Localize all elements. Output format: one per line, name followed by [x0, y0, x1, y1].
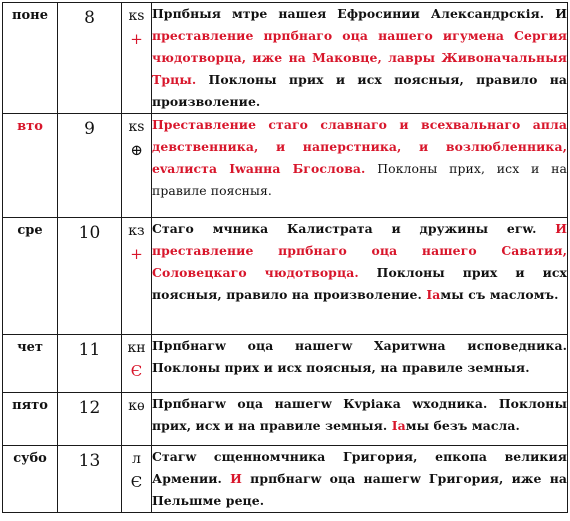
weekday-cell [3, 218, 58, 335]
entry-text-cell [152, 114, 568, 218]
slavonic-date-cell [122, 446, 152, 513]
calendar-row [3, 393, 568, 446]
slavonic-date-cell [122, 218, 152, 335]
entry-segment: Поклоны прих, исх и на правиле поясныя. [152, 161, 568, 198]
entry-text-cell [152, 335, 568, 393]
calendar-table [2, 2, 568, 513]
entry-segment: И [555, 6, 567, 21]
entry-segment: Ia [391, 418, 406, 433]
weekday-label: субо [13, 451, 47, 466]
weekday-label: вто [17, 119, 43, 134]
feast-mark-icon: Є [130, 362, 143, 380]
date-number: 13 [78, 451, 101, 471]
entry-segment: И преставление прпбнаго оца нашего Саватия, Соловецкаго чюдотворца. [152, 221, 567, 280]
date-number-cell [58, 393, 122, 446]
calendar-row [3, 335, 568, 393]
calendar-body [3, 3, 568, 513]
date-number: 9 [84, 119, 95, 139]
date-number-cell [58, 114, 122, 218]
entry-segment: Ia [426, 287, 441, 302]
entry-text [152, 114, 567, 202]
weekday-cell [3, 3, 58, 114]
entry-segment: Преставление стаго славнаго и всехвальнаго апла девственника, и наперстника, и возлюбленника, еvалиста Iwанна Бгослова. [152, 117, 567, 176]
calendar-row [3, 3, 568, 114]
entry-segment: Прпбныя мтре нашея Ефросинии Александрскія. [152, 6, 556, 21]
entry-segment: Поклоны прих и исх поясныя, на правиле земныя. [152, 360, 530, 375]
date-number: 8 [84, 8, 95, 28]
entry-text [152, 3, 567, 113]
entry-segment: преставление прпбнаго оца нашего игумена Сергия чюдотворца, иже на Маковце, лавры Живоначальныя Трцы. [152, 28, 567, 87]
weekday-cell [3, 393, 58, 446]
entry-text-cell [152, 218, 568, 335]
feast-mark-icon: + [130, 30, 143, 48]
date-number-cell [58, 335, 122, 393]
slavonic-numeral: кн [127, 340, 146, 356]
weekday-cell [3, 114, 58, 218]
weekday-label: пято [12, 398, 48, 413]
weekday-label: чет [17, 340, 43, 355]
entry-text-cell [152, 393, 568, 446]
entry-segment: прпбнагw оца нашегw Григория, иже на Пельшме реце. [152, 471, 567, 508]
entry-segment: Поклоны прих и исх поясныя, правило на произволение. [152, 265, 567, 302]
entry-segment: Стагw сщенномчника Григория, епкопа великия Армении. [152, 449, 567, 486]
entry-segment: И [230, 471, 242, 486]
entry-segment: Прпбнагw оца нашегw Харитwна исповедника. [152, 338, 567, 353]
slavonic-numeral: кз [128, 223, 145, 239]
date-number-cell [58, 446, 122, 513]
weekday-label: поне [12, 8, 48, 23]
date-number: 11 [78, 340, 101, 360]
calendar-row [3, 114, 568, 218]
date-number: 12 [78, 398, 101, 418]
feast-mark-icon: + [130, 245, 143, 263]
entry-segment: мы безъ масла. [405, 418, 520, 433]
slavonic-date-cell [122, 335, 152, 393]
entry-text-cell [152, 3, 568, 114]
slavonic-date-cell [122, 114, 152, 218]
slavonic-numeral: л [132, 451, 141, 467]
entry-text [152, 446, 567, 512]
weekday-cell [3, 446, 58, 513]
entry-text-cell [152, 446, 568, 513]
date-number-cell [58, 218, 122, 335]
entry-segment: Поклоны прих и исх поясныя, правило на произволение. [152, 72, 567, 109]
date-number-cell [58, 3, 122, 114]
slavonic-numeral: кѳ [128, 398, 145, 414]
feast-mark-icon: ⊕ [130, 141, 143, 159]
slavonic-numeral: кѕ [128, 119, 145, 135]
entry-segment: Прпбнагw оца нашегw Кvріака wходника. Поклоны прих, исх и на правиле земныя. [152, 396, 567, 433]
entry-segment: мы съ масломъ. [440, 287, 559, 302]
entry-text [152, 393, 567, 437]
calendar-row [3, 446, 568, 513]
feast-mark-icon: Є [130, 473, 143, 491]
entry-text [152, 335, 567, 379]
weekday-cell [3, 335, 58, 393]
entry-segment: Стаго мчника Калистрата и дружины егw. [152, 221, 556, 236]
date-number: 10 [78, 223, 101, 243]
slavonic-numeral: кѕ [128, 8, 145, 24]
slavonic-date-cell [122, 3, 152, 114]
entry-text [152, 218, 567, 306]
weekday-label: сре [17, 223, 43, 238]
calendar-row [3, 218, 568, 335]
slavonic-date-cell [122, 393, 152, 446]
